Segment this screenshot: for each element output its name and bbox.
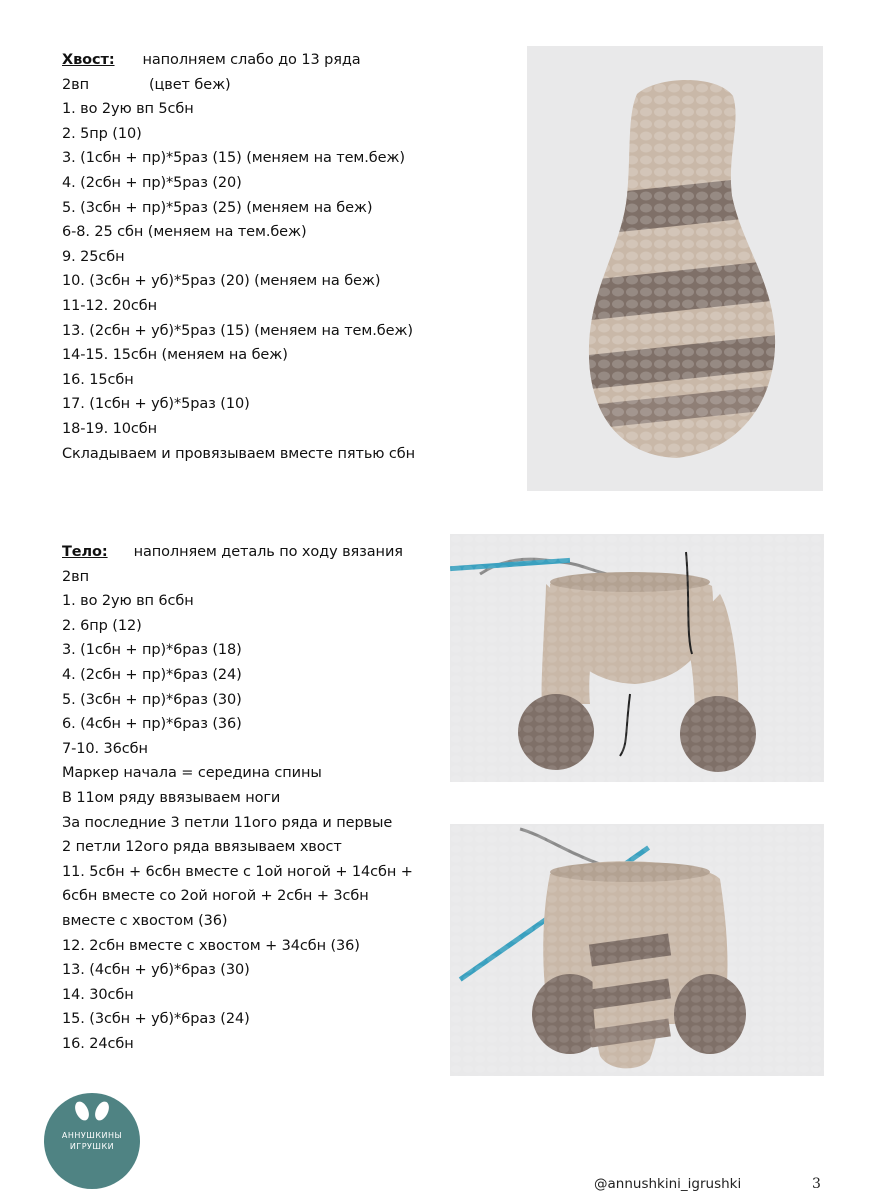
body-instructions (62, 540, 462, 1056)
body-row: 12. 2сбн вместе с хвостом + 34сбн (36) (62, 937, 360, 954)
tail-row: 10. (3сбн + уб)*5раз (20) (меняем на беж) (62, 273, 381, 290)
tail-chain: 2вп (62, 76, 89, 93)
body-row: 5. (3сбн + пр)*6раз (30) (62, 691, 242, 708)
tail-row: 6-8. 25 сбн (меняем на тем.беж) (62, 224, 307, 241)
body-chain: 2вп (62, 568, 89, 585)
body-row: 13. (4сбн + уб)*6раз (30) (62, 962, 250, 979)
body-row: 16. 24сбн (62, 1035, 134, 1052)
tail-photo (527, 46, 823, 491)
tail-row: 17. (1сбн + уб)*5раз (10) (62, 396, 250, 413)
tail-heading-row (62, 48, 482, 73)
body-photo-tail-attached (450, 824, 824, 1076)
body-row: 2. 6пр (12) (62, 617, 142, 634)
body-legs-illustration (450, 534, 824, 782)
logo-line-1: АННУШКИНЫ (61, 1131, 123, 1140)
body-row: 6. (4сбн + пр)*6раз (36) (62, 716, 242, 733)
tail-row: 2. 5пр (10) (62, 125, 142, 142)
tail-row: 5. (3сбн + пр)*5раз (25) (меняем на беж) (62, 199, 373, 216)
tail-row: 1. во 2ую вп 5сбн (62, 101, 194, 118)
tail-row: 11-12. 20сбн (62, 297, 157, 314)
body-row: вместе с хвостом (36) (62, 912, 228, 929)
tail-row: 3. (1сбн + пр)*5раз (15) (меняем на тем.беж) (62, 150, 405, 167)
tail-row: 16. 15сбн (62, 371, 134, 388)
body-photo-legs (450, 534, 824, 782)
footer-handle: @annushkini_igrushki (594, 1176, 742, 1192)
body-row: 11. 5сбн + 6сбн вместе с 1ой ногой + 14сбн + (62, 863, 413, 880)
tail-row: 13. (2сбн + уб)*5раз (15) (меняем на тем.беж) (62, 322, 413, 339)
logo-line-2: ИГРУШКИ (69, 1142, 115, 1151)
body-row: 15. (3сбн + уб)*6раз (24) (62, 1011, 250, 1028)
page-number: 3 (812, 1176, 821, 1192)
tail-title: Хвост: (62, 52, 115, 68)
body-row: 4. (2сбн + пр)*6раз (24) (62, 666, 242, 683)
body-row: 1. во 2ую вп 6сбн (62, 593, 194, 610)
tail-row: 4. (2сбн + пр)*5раз (20) (62, 174, 242, 191)
tail-instructions (62, 48, 482, 466)
tail-title-note: наполняем слабо до 13 ряда (142, 52, 361, 68)
tail-row: 14-15. 15сбн (меняем на беж) (62, 347, 288, 364)
body-row: 6сбн вместе со 2ой ногой + 2сбн + 3сбн (62, 888, 369, 905)
body-title-note: наполняем деталь по ходу вязания (133, 544, 403, 560)
body-row: 3. (1сбн + пр)*6раз (18) (62, 642, 242, 659)
body-row: Маркер начала = середина спины (62, 765, 322, 782)
body-tail-illustration (450, 824, 824, 1076)
body-row: В 11ом ряду ввязываем ноги (62, 789, 281, 806)
tail-row: Складываем и провязываем вместе пятью сбн (62, 445, 415, 462)
body-row: 14. 30сбн (62, 986, 134, 1003)
tail-row: 9. 25сбн (62, 248, 125, 265)
body-heading-row (62, 540, 462, 565)
body-row: За последние 3 петли 11ого ряда и первые (62, 814, 393, 831)
body-title: Тело: (62, 544, 108, 560)
tail-row: 18-19. 10сбн (62, 420, 157, 437)
bunny-ears-icon (66, 1099, 118, 1121)
brand-logo (44, 1093, 140, 1189)
tail-chain-note: (цвет беж) (148, 76, 231, 93)
tail-chain-row (62, 73, 482, 98)
tail-photo-illustration (527, 46, 823, 491)
body-row: 2 петли 12ого ряда ввязываем хвост (62, 839, 342, 856)
body-row: 7-10. 36сбн (62, 740, 148, 757)
